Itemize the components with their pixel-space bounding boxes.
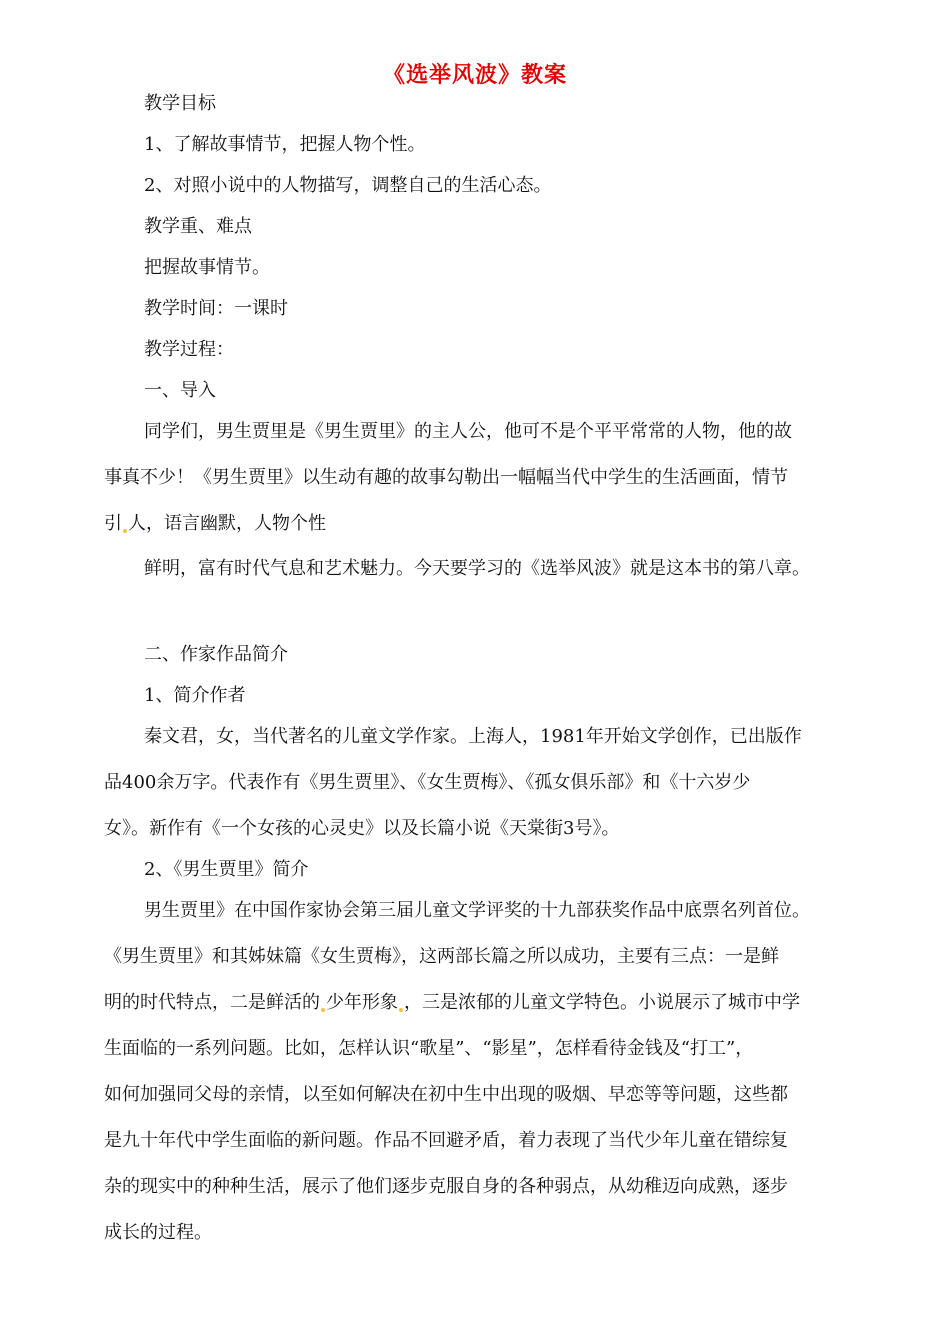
paragraph-line: 男生贾里》在中国作家协会第三届儿童文学评奖的十九部获奖作品中底票名列首位。 [144,900,810,921]
emphasis-dot [321,1008,325,1012]
paragraph-line: 女》。新作有《一个女孩的心灵史》以及长篇小说《天棠街3号》。 [104,818,620,839]
paragraph-line: 鲜明，富有时代气息和艺术魅力。今天要学习的《选举风波》就是这本书的第八章。 [144,558,810,579]
text-line: 教学时间：一课时 [144,298,288,319]
text-line: 教学过程： [144,339,234,360]
paragraph-line: 事真不少！《男生贾里》以生动有趣的故事勾勒出一幅幅当代中学生的生活画面，情节 [104,467,788,488]
paragraph-line: 成长的过程。 [104,1222,212,1243]
paragraph-line: 品400余万字。代表作有《男生贾里》、《女生贾梅》、《孤女俱乐部》和《十六岁少 [104,772,751,793]
paragraph-line [104,512,326,536]
text-line: 2、对照小说中的人物描写，调整自己的生活心态。 [144,175,552,196]
emphasis-dot [399,1008,403,1012]
text-line: 把握故事情节。 [144,257,270,278]
paragraph-line [104,991,849,1015]
paragraph-line: 杂的现实中的种种生活，展示了他们逐步克服自身的各种弱点，从幼稚迈向成熟，逐步 [104,1176,788,1197]
paragraph-line: 《男生贾里》和其姊妹篇《女生贾梅》，这两部长篇之所以成功，主要有三点：一是鲜 [104,946,779,967]
paragraph-line: 生面临的一系列问题。比如，怎样认识“歌星”、“影星”，怎样看待金钱及“打工”， [104,1038,754,1059]
document-title: 《选举风波》教案 [382,63,567,88]
emphasis-dot [123,529,127,533]
text-run: 人，语言幽默，人物个性 [128,513,326,534]
text-run: ，三是浓郁的儿童文学特色。小说展示了城市中学 [404,992,800,1013]
paragraph-line: 如何加强同父母的亲情，以至如何解决在初中生中出现的吸烟、早恋等等问题，这些都 [104,1084,788,1105]
text-run: 引 [104,513,122,534]
sub-heading: 2、《男生贾里》简介 [144,859,309,880]
section-heading: 二、作家作品简介 [144,644,288,665]
sub-heading: 1、简介作者 [144,685,246,706]
paragraph-line: 是九十年代中学生面临的新问题。作品不回避矛盾，着力表现了当代少年儿童在错综复 [104,1130,788,1151]
section-heading: 一、导入 [144,380,216,401]
text-run: 少年形象 [326,992,398,1013]
text-line: 1、了解故事情节，把握人物个性。 [144,134,426,155]
paragraph-line: 秦文君，女，当代著名的儿童文学作家。上海人，1981年开始文学创作，已出版作 [144,726,802,747]
text-line: 教学目标 [144,93,216,114]
paragraph-line: 同学们，男生贾里是《男生贾里》的主人公，他可不是个平平常常的人物，他的故 [144,421,792,442]
text-run: 明的时代特点，二是鲜活的 [104,992,320,1013]
text-line: 教学重、难点 [144,216,252,237]
